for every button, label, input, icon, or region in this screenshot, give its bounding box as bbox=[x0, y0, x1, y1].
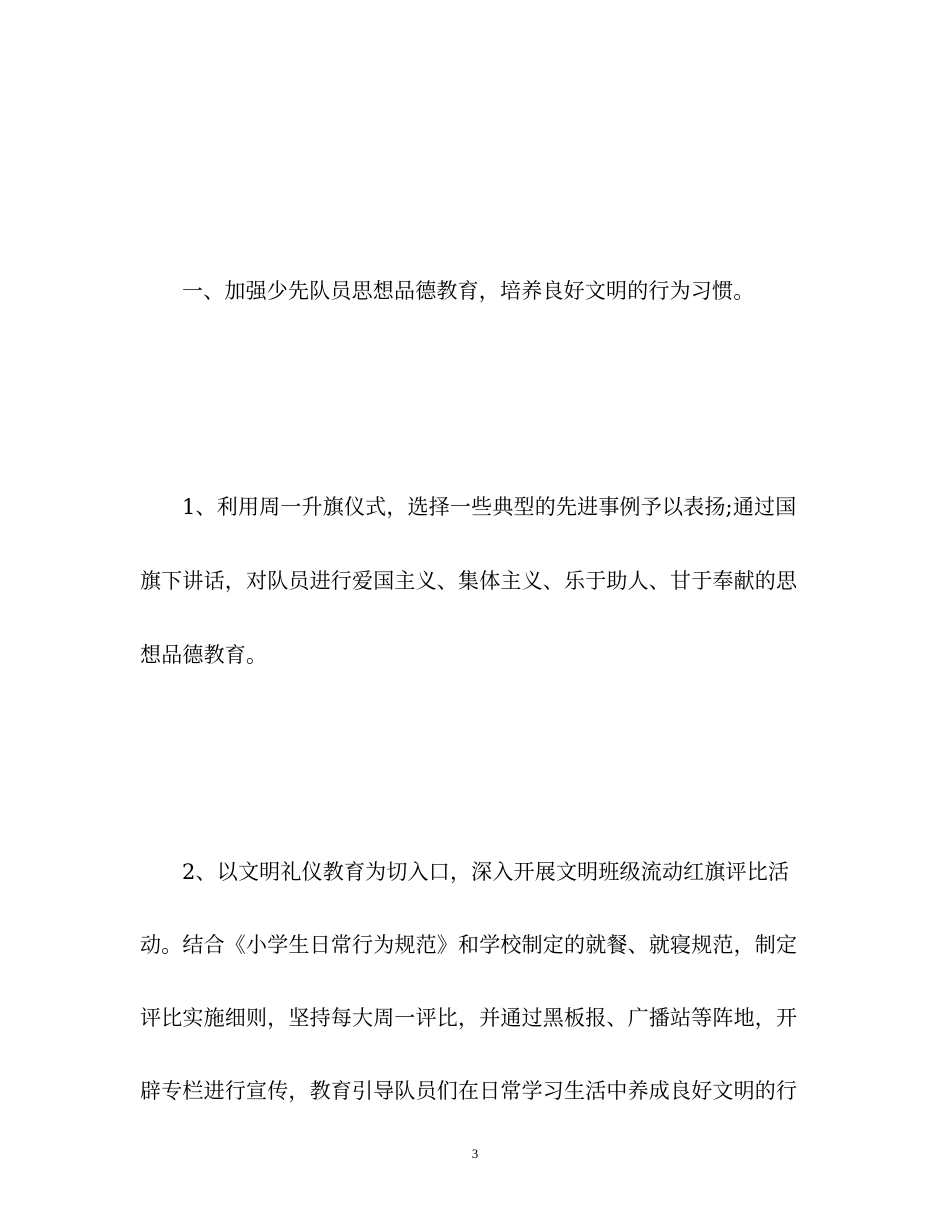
paragraph-1-line-1: 1、利用周一升旗仪式，选择一些典型的先进事例予以表扬;通过国 bbox=[182, 495, 797, 519]
paragraph-2-line-1: 2、以文明礼仪教育为切入口，深入开展文明班级流动红旗评比活 bbox=[182, 860, 790, 884]
paragraph-1-line-3: 想品德教育。 bbox=[140, 643, 268, 667]
paragraph-2-line-2: 动。结合《小学生日常行为规范》和学校制定的就餐、就寝规范，制定 bbox=[140, 933, 798, 957]
paragraph-2-line-3: 评比实施细则，坚持每大周一评比，并通过黑板报、广播站等阵地，开 bbox=[140, 1006, 798, 1030]
paragraph-2-line-4: 辟专栏进行宣传，教育引导队员们在日常学习生活中养成良好文明的行 bbox=[140, 1079, 798, 1103]
paragraph-1-line-2: 旗下讲话，对队员进行爱国主义、集体主义、乐于助人、甘于奉献的思 bbox=[140, 569, 798, 593]
page-number: 3 bbox=[471, 1146, 479, 1161]
section-heading: 一、加强少先队员思想品德教育，培养良好文明的行为习惯。 bbox=[182, 279, 755, 303]
